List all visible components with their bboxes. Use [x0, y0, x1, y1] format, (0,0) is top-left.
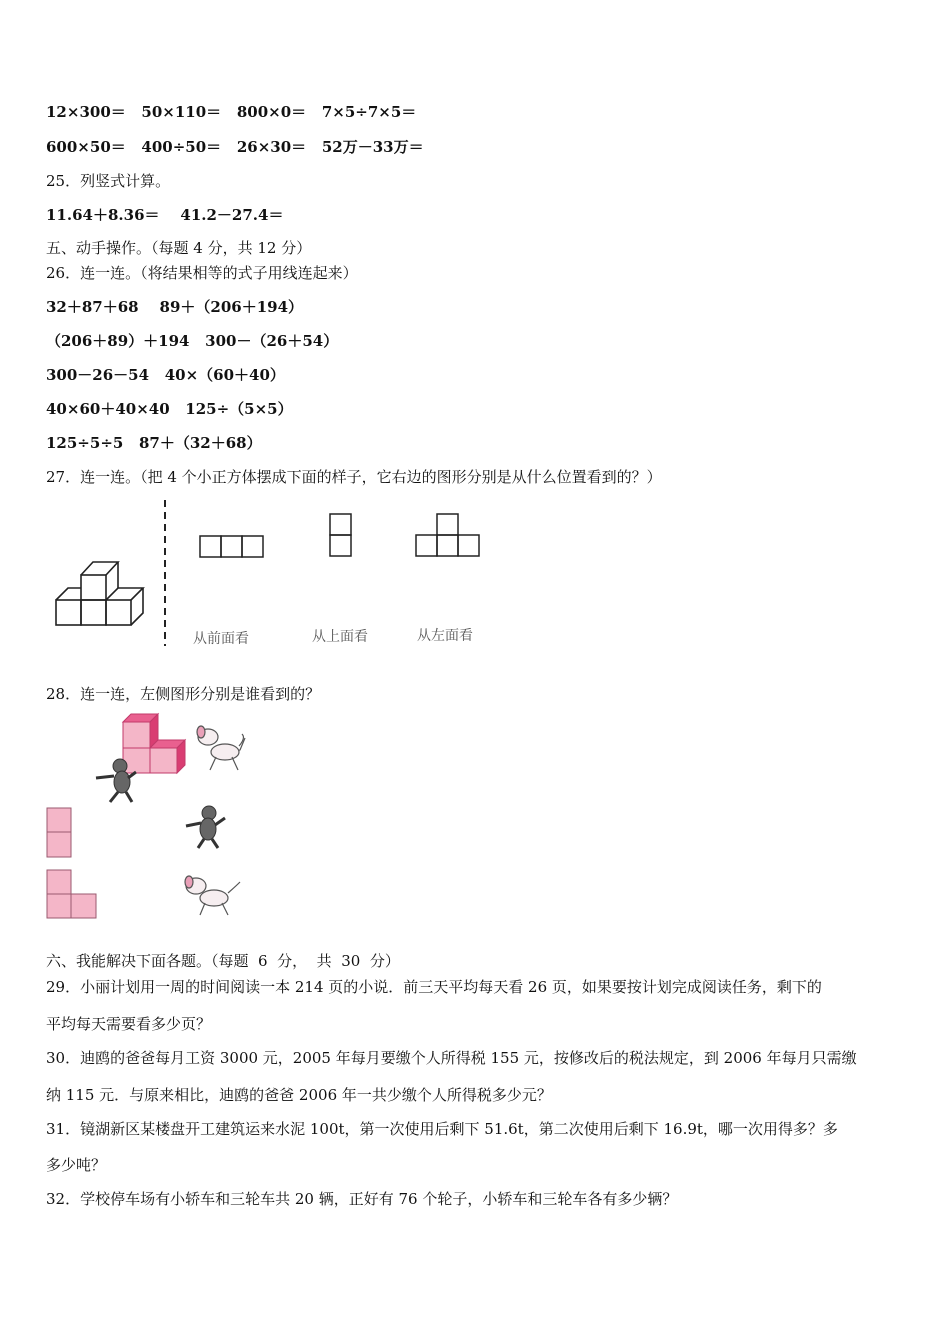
- question-29-line-1: 29．小丽计划用一周的时间阅读一本 214 页的小说．前三天平均每天看 26 页，如果要按计划完成阅读任务，剩下的: [46, 978, 822, 996]
- pink-cube-group: [123, 714, 185, 773]
- cube-stack-drawing: [56, 562, 143, 625]
- section-6-title: 六、我能解决下面各题。（每题 6 分， 共 30 分）: [46, 952, 400, 970]
- question-27: 27．连一连。（把 4 个小正方体摆成下面的样子，它右边的图形分别是从什么位置看到的？）: [46, 468, 662, 486]
- pair-row-5: 125÷5÷5 87＋（32＋68）: [46, 434, 262, 452]
- dog-figure: [197, 726, 245, 770]
- calc-row-2: 600×50＝ 400÷50＝ 26×30＝ 52万－33万＝: [46, 138, 424, 156]
- question-32: 32．学校停车场有小轿车和三轮车共 20 辆，正好有 76 个轮子，小轿车和三轮车各有多少辆？: [46, 1190, 678, 1208]
- question-28: 28．连一连，左侧图形分别是谁看到的？: [46, 685, 321, 703]
- question-30-line-1: 30．迪鸥的爸爸每月工资 3000 元，2005 年每月要缴个人所得税 155 元，按修改后的税法规定，到 2006 年每月只需缴: [46, 1049, 857, 1067]
- question-31-line-2: 多少吨？: [46, 1156, 107, 1174]
- monkey-figure-2: [186, 806, 225, 848]
- view-shape-vertical: [47, 808, 71, 857]
- view-label-front: 从前面看: [193, 631, 249, 647]
- pair-row-1: 32＋87＋68 89＋（206＋194）: [46, 298, 304, 316]
- left-view-shape: [416, 514, 479, 556]
- q28-figure: [40, 710, 260, 925]
- question-29-line-2: 平均每天需要看多少页？: [46, 1015, 212, 1033]
- q27-figure: [46, 498, 506, 650]
- question-30-line-2: 纳 115 元．与原来相比，迪鸥的爸爸 2006 年一共少缴个人所得税多少元？: [46, 1086, 552, 1104]
- view-label-left: 从左面看: [417, 628, 473, 644]
- view-shape-l: [47, 870, 96, 918]
- pair-row-4: 40×60＋40×40 125÷（5×5）: [46, 400, 293, 418]
- pair-row-3: 300－26－54 40×（60＋40）: [46, 366, 285, 384]
- view-label-top: 从上面看: [312, 629, 368, 645]
- calc-row-3: 11.64＋8.36＝ 41.2－27.4＝: [46, 206, 284, 224]
- calc-row-1: 12×300＝ 50×110＝ 800×0＝ 7×5÷7×5＝: [46, 103, 417, 121]
- section-5-title: 五、动手操作。（每题 4 分，共 12 分）: [46, 239, 312, 257]
- question-31-line-1: 31．镜湖新区某楼盘开工建筑运来水泥 100t，第一次使用后剩下 51.6t，第二次使用后剩下 16.9t，哪一次用得多？多: [46, 1120, 838, 1138]
- front-view-shape: [200, 536, 263, 557]
- pair-row-2: （206＋89）＋194 300－（26＋54）: [46, 332, 339, 350]
- question-25: 25．列竖式计算。: [46, 172, 171, 190]
- question-26: 26．连一连。（将结果相等的式子用线连起来）: [46, 264, 358, 282]
- dog-figure-2: [185, 876, 240, 915]
- top-view-shape: [330, 514, 351, 556]
